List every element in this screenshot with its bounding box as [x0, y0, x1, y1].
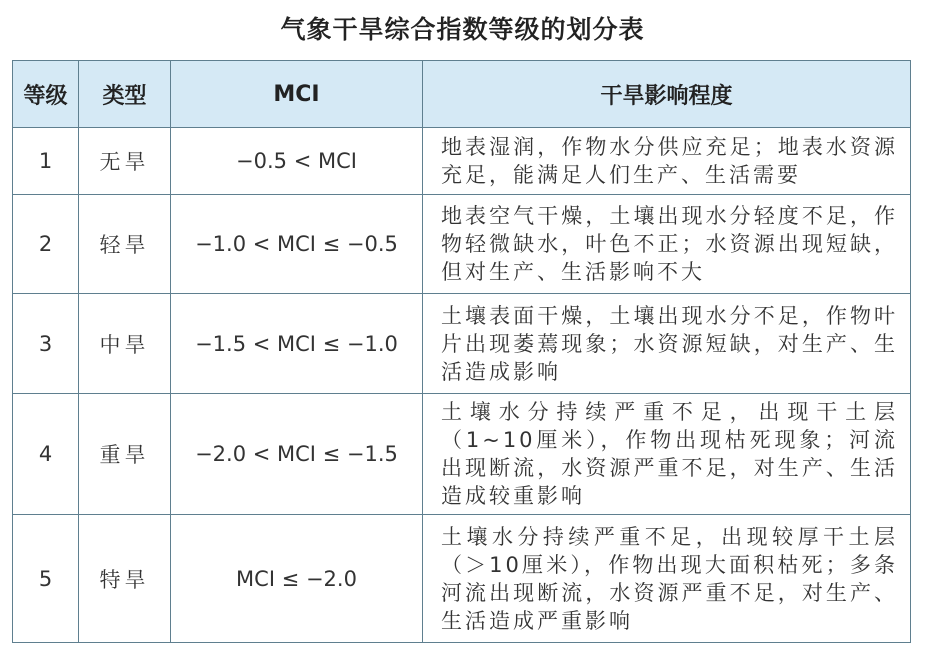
table-row	[13, 128, 911, 195]
table-row	[13, 195, 911, 294]
cell-mci: −1.5 < MCI ≤ −1.0	[171, 294, 423, 394]
cell-impact: 土壤水分持续严重不足，出现较厚干土层（＞10厘米），作物出现大面积枯死；多条河流出现断流，水资源严重不足，对生产、生活造成严重影响	[423, 515, 911, 643]
cell-mci: −0.5 < MCI	[171, 128, 423, 195]
table-row	[13, 394, 911, 515]
cell-type: 重旱	[79, 394, 171, 515]
cell-type: 轻旱	[79, 195, 171, 294]
cell-mci: MCI ≤ −2.0	[171, 515, 423, 643]
header-grade: 等级	[13, 61, 79, 128]
cell-type: 特旱	[79, 515, 171, 643]
cell-grade: 3	[13, 294, 79, 394]
header-mci: MCI	[171, 61, 423, 128]
cell-grade: 1	[13, 128, 79, 195]
page-title: 气象干旱综合指数等级的划分表	[280, 15, 645, 44]
cell-type: 中旱	[79, 294, 171, 394]
cell-grade: 4	[13, 394, 79, 515]
cell-grade: 2	[13, 195, 79, 294]
header-type: 类型	[79, 61, 171, 128]
cell-mci: −1.0 < MCI ≤ −0.5	[171, 195, 423, 294]
cell-impact: 地表湿润，作物水分供应充足；地表水资源充足，能满足人们生产、生活需要	[423, 128, 911, 195]
table-row	[13, 294, 911, 394]
table-row	[13, 515, 911, 643]
cell-type: 无旱	[79, 128, 171, 195]
cell-mci: −2.0 < MCI ≤ −1.5	[171, 394, 423, 515]
cell-impact: 地表空气干燥，土壤出现水分轻度不足，作物轻微缺水，叶色不正；水资源出现短缺，但对生产、生活影响不大	[423, 195, 911, 294]
header-impact: 干旱影响程度	[423, 61, 911, 128]
cell-impact: 土壤水分持续严重不足，出现干土层（1~10厘米），作物出现枯死现象；河流出现断流，水资源严重不足，对生产、生活造成较重影响	[423, 394, 911, 515]
cell-grade: 5	[13, 515, 79, 643]
cell-impact: 土壤表面干燥，土壤出现水分不足，作物叶片出现萎蔫现象；水资源短缺，对生产、生活造成影响	[423, 294, 911, 394]
table-header-row	[13, 61, 911, 128]
drought-grade-table	[12, 60, 911, 643]
